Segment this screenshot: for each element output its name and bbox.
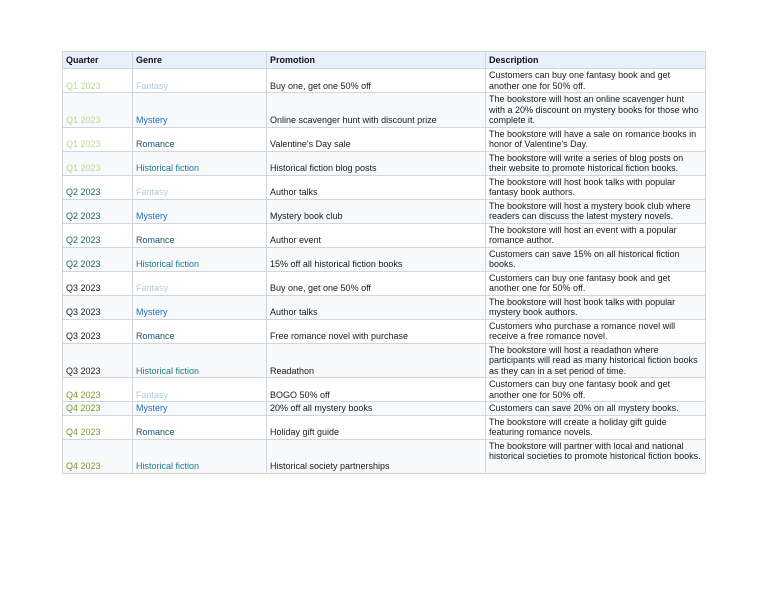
table-row	[63, 319, 706, 343]
quarter-cell[interactable]: Q2 2023	[63, 223, 133, 247]
description-cell[interactable]: The bookstore will have a sale on romance books in honor of Valentine's Day.	[486, 127, 706, 151]
promotion-cell[interactable]: 20% off all mystery books	[267, 402, 486, 416]
table-row	[63, 343, 706, 378]
promotion-cell[interactable]: Readathon	[267, 343, 486, 378]
promotion-cell[interactable]: Buy one, get one 50% off	[267, 271, 486, 295]
quarter-cell[interactable]: Q2 2023	[63, 175, 133, 199]
table-row	[63, 295, 706, 319]
spreadsheet	[62, 51, 705, 474]
genre-cell[interactable]: Mystery	[133, 402, 267, 416]
genre-cell[interactable]: Historical fiction	[133, 439, 267, 473]
description-cell[interactable]: Customers can buy one fantasy book and get another one for 50% off.	[486, 271, 706, 295]
quarter-cell[interactable]: Q1 2023	[63, 151, 133, 175]
genre-cell[interactable]: Fantasy	[133, 271, 267, 295]
table-row	[63, 175, 706, 199]
description-cell[interactable]: The bookstore will host an event with a popular romance author.	[486, 223, 706, 247]
genre-cell[interactable]: Mystery	[133, 295, 267, 319]
genre-cell[interactable]: Romance	[133, 223, 267, 247]
genre-cell[interactable]: Fantasy	[133, 175, 267, 199]
promotion-cell[interactable]: Author talks	[267, 175, 486, 199]
header-promotion[interactable]: Promotion	[267, 52, 486, 69]
promotion-cell[interactable]: Holiday gift guide	[267, 415, 486, 439]
promotions-table	[62, 51, 706, 474]
table-row	[63, 93, 706, 128]
description-cell[interactable]: Customers who purchase a romance novel will receive a free romance novel.	[486, 319, 706, 343]
table-row	[63, 199, 706, 223]
table-row	[63, 151, 706, 175]
header-row	[63, 52, 706, 69]
quarter-cell[interactable]: Q4 2023	[63, 402, 133, 416]
description-cell[interactable]: The bookstore will host a mystery book club where readers can discuss the latest mystery novels.	[486, 199, 706, 223]
table-row	[63, 439, 706, 473]
genre-cell[interactable]: Historical fiction	[133, 343, 267, 378]
genre-cell[interactable]: Historical fiction	[133, 247, 267, 271]
header-quarter[interactable]: Quarter	[63, 52, 133, 69]
quarter-cell[interactable]: Q4 2023	[63, 439, 133, 473]
promotion-cell[interactable]: Author event	[267, 223, 486, 247]
quarter-cell[interactable]: Q4 2023	[63, 378, 133, 402]
promotion-cell[interactable]: Author talks	[267, 295, 486, 319]
genre-cell[interactable]: Historical fiction	[133, 151, 267, 175]
header-description[interactable]: Description	[486, 52, 706, 69]
quarter-cell[interactable]: Q1 2023	[63, 127, 133, 151]
genre-cell[interactable]: Fantasy	[133, 69, 267, 93]
table-row	[63, 378, 706, 402]
promotion-cell[interactable]: 15% off all historical fiction books	[267, 247, 486, 271]
description-cell[interactable]: The bookstore will host an online scavenger hunt with a 20% discount on mystery books for those who complete it.	[486, 93, 706, 128]
description-cell[interactable]: The bookstore will host a readathon where participants will read as many historical fiction books as they can in a set period of time.	[486, 343, 706, 378]
promotion-cell[interactable]: Historical society partnerships	[267, 439, 486, 473]
description-cell[interactable]: Customers can save 20% on all mystery books.	[486, 402, 706, 416]
quarter-cell[interactable]: Q4 2023	[63, 415, 133, 439]
description-cell[interactable]: The bookstore will create a holiday gift guide featuring romance novels.	[486, 415, 706, 439]
table-row	[63, 415, 706, 439]
table-row	[63, 69, 706, 93]
quarter-cell[interactable]: Q2 2023	[63, 247, 133, 271]
genre-cell[interactable]: Mystery	[133, 93, 267, 128]
quarter-cell[interactable]: Q3 2023	[63, 271, 133, 295]
promotion-cell[interactable]: Online scavenger hunt with discount prize	[267, 93, 486, 128]
quarter-cell[interactable]: Q2 2023	[63, 199, 133, 223]
description-cell[interactable]: Customers can save 15% on all historical fiction books.	[486, 247, 706, 271]
genre-cell[interactable]: Mystery	[133, 199, 267, 223]
description-cell[interactable]: Customers can buy one fantasy book and get another one for 50% off.	[486, 378, 706, 402]
promotion-cell[interactable]: Valentine's Day sale	[267, 127, 486, 151]
description-cell[interactable]: The bookstore will host book talks with popular fantasy book authors.	[486, 175, 706, 199]
promotion-cell[interactable]: Buy one, get one 50% off	[267, 69, 486, 93]
genre-cell[interactable]: Romance	[133, 415, 267, 439]
description-cell[interactable]: The bookstore will host book talks with popular mystery book authors.	[486, 295, 706, 319]
description-cell[interactable]: The bookstore will write a series of blog posts on their website to promote historical fiction books.	[486, 151, 706, 175]
quarter-cell[interactable]: Q3 2023	[63, 343, 133, 378]
table-row	[63, 247, 706, 271]
genre-cell[interactable]: Romance	[133, 319, 267, 343]
quarter-cell[interactable]: Q1 2023	[63, 69, 133, 93]
promotion-cell[interactable]: Historical fiction blog posts	[267, 151, 486, 175]
genre-cell[interactable]: Romance	[133, 127, 267, 151]
promotion-cell[interactable]: Free romance novel with purchase	[267, 319, 486, 343]
table-row	[63, 402, 706, 416]
description-cell[interactable]: Customers can buy one fantasy book and get another one for 50% off.	[486, 69, 706, 93]
promotion-cell[interactable]: BOGO 50% off	[267, 378, 486, 402]
table-row	[63, 223, 706, 247]
quarter-cell[interactable]: Q3 2023	[63, 295, 133, 319]
table-row	[63, 127, 706, 151]
genre-cell[interactable]: Fantasy	[133, 378, 267, 402]
quarter-cell[interactable]: Q3 2023	[63, 319, 133, 343]
quarter-cell[interactable]: Q1 2023	[63, 93, 133, 128]
table-row	[63, 271, 706, 295]
promotion-cell[interactable]: Mystery book club	[267, 199, 486, 223]
header-genre[interactable]: Genre	[133, 52, 267, 69]
description-cell[interactable]: The bookstore will partner with local and national historical societies to promote historical fiction books.	[486, 439, 706, 473]
